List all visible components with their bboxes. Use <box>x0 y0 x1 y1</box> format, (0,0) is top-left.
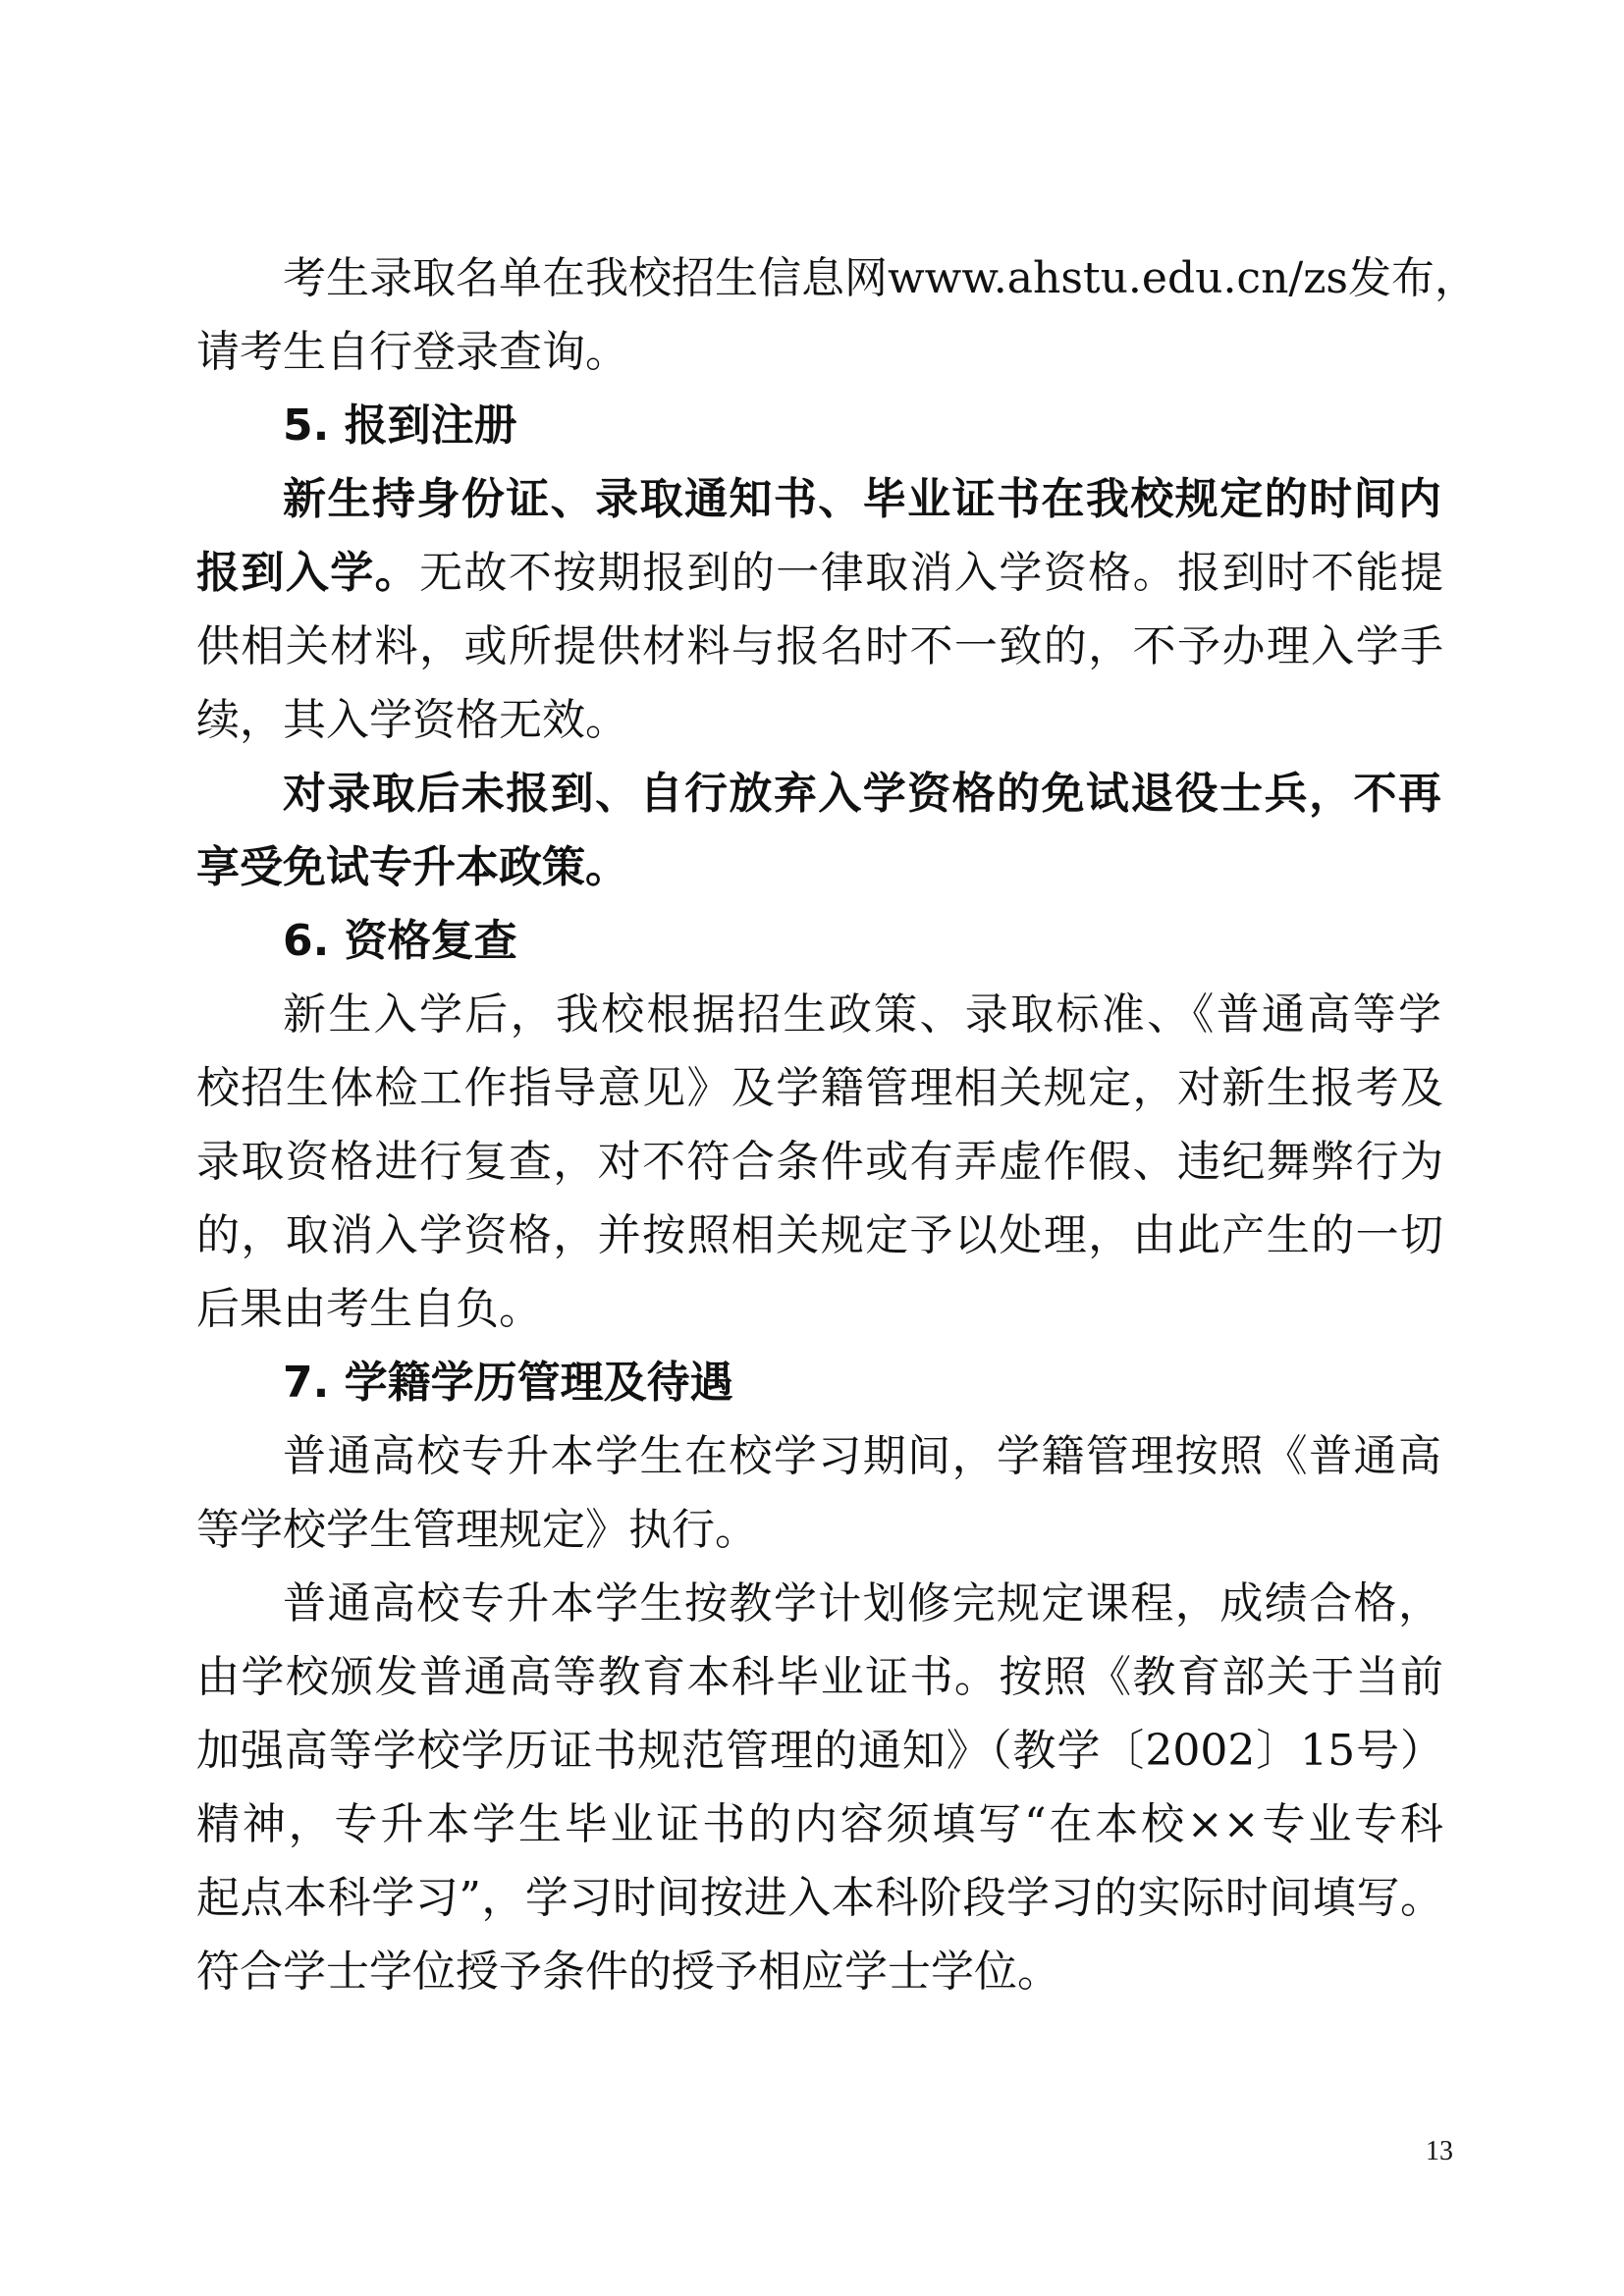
body-line: 考生录取名单在我校招生信息网www.ahstu.edu.cn/zs发布， <box>283 253 1479 303</box>
body-line-bold: 享受免试专升本政策。 <box>196 842 628 892</box>
body-line: 普通高校专升本学生按教学计划修完规定课程，成绩合格， <box>283 1578 1441 1629</box>
body-line: 续，其入学资格无效。 <box>196 695 628 745</box>
body-line: 加强高等学校学历证书规范管理的通知》（教学〔2002〕15号） <box>196 1726 1443 1776</box>
body-line: 由学校颁发普通高等教育本科毕业证书。按照《教育部关于当前 <box>196 1652 1443 1702</box>
body-line-mixed <box>196 542 1443 605</box>
body-line: 等学校学生管理规定》执行。 <box>196 1505 758 1555</box>
page-number: 13 <box>1426 2136 1453 2166</box>
body-line-bold: 对录取后未报到、自行放弃入学资格的免试退役士兵，不再 <box>283 769 1441 819</box>
body-line: 录取资格进行复查，对不符合条件或有弄虚作假、违纪舞弊行为 <box>196 1137 1443 1187</box>
section-heading-6: 6. 资格复查 <box>283 916 517 966</box>
section-heading-7: 7. 学籍学历管理及待遇 <box>283 1358 733 1408</box>
body-line: 新生入学后，我校根据招生政策、录取标准、《普通高等学 <box>283 989 1441 1040</box>
body-line: 普通高校专升本学生在校学习期间，学籍管理按照《普通高 <box>283 1431 1441 1481</box>
body-line: 起点本科学习”，学习时间按进入本科阶段学习的实际时间填写。 <box>196 1873 1443 1923</box>
body-line: 的，取消入学资格，并按照相关规定予以处理，由此产生的一切 <box>196 1210 1443 1260</box>
body-line: 符合学士学位授予条件的授予相应学士学位。 <box>196 1947 1060 1997</box>
body-line: 校招生体检工作指导意见》及学籍管理相关规定，对新生报考及 <box>196 1063 1443 1113</box>
body-line-bold: 新生持身份证、录取通知书、毕业证书在我校规定的时间内 <box>283 474 1441 524</box>
body-line: 精神，专升本学生毕业证书的内容须填写“在本校××专业专科 <box>196 1799 1443 1849</box>
normal-phrase: 无故不按期报到的一律取消入学资格。报到时不能提 <box>419 548 1444 598</box>
body-line: 请考生自行登录查询。 <box>196 327 628 377</box>
section-heading-5: 5. 报到注册 <box>283 400 517 451</box>
bold-phrase: 报到入学。 <box>196 548 420 598</box>
body-line: 供相关材料，或所提供材料与报名时不一致的，不予办理入学手 <box>196 621 1443 671</box>
body-line: 后果由考生自负。 <box>196 1284 542 1334</box>
